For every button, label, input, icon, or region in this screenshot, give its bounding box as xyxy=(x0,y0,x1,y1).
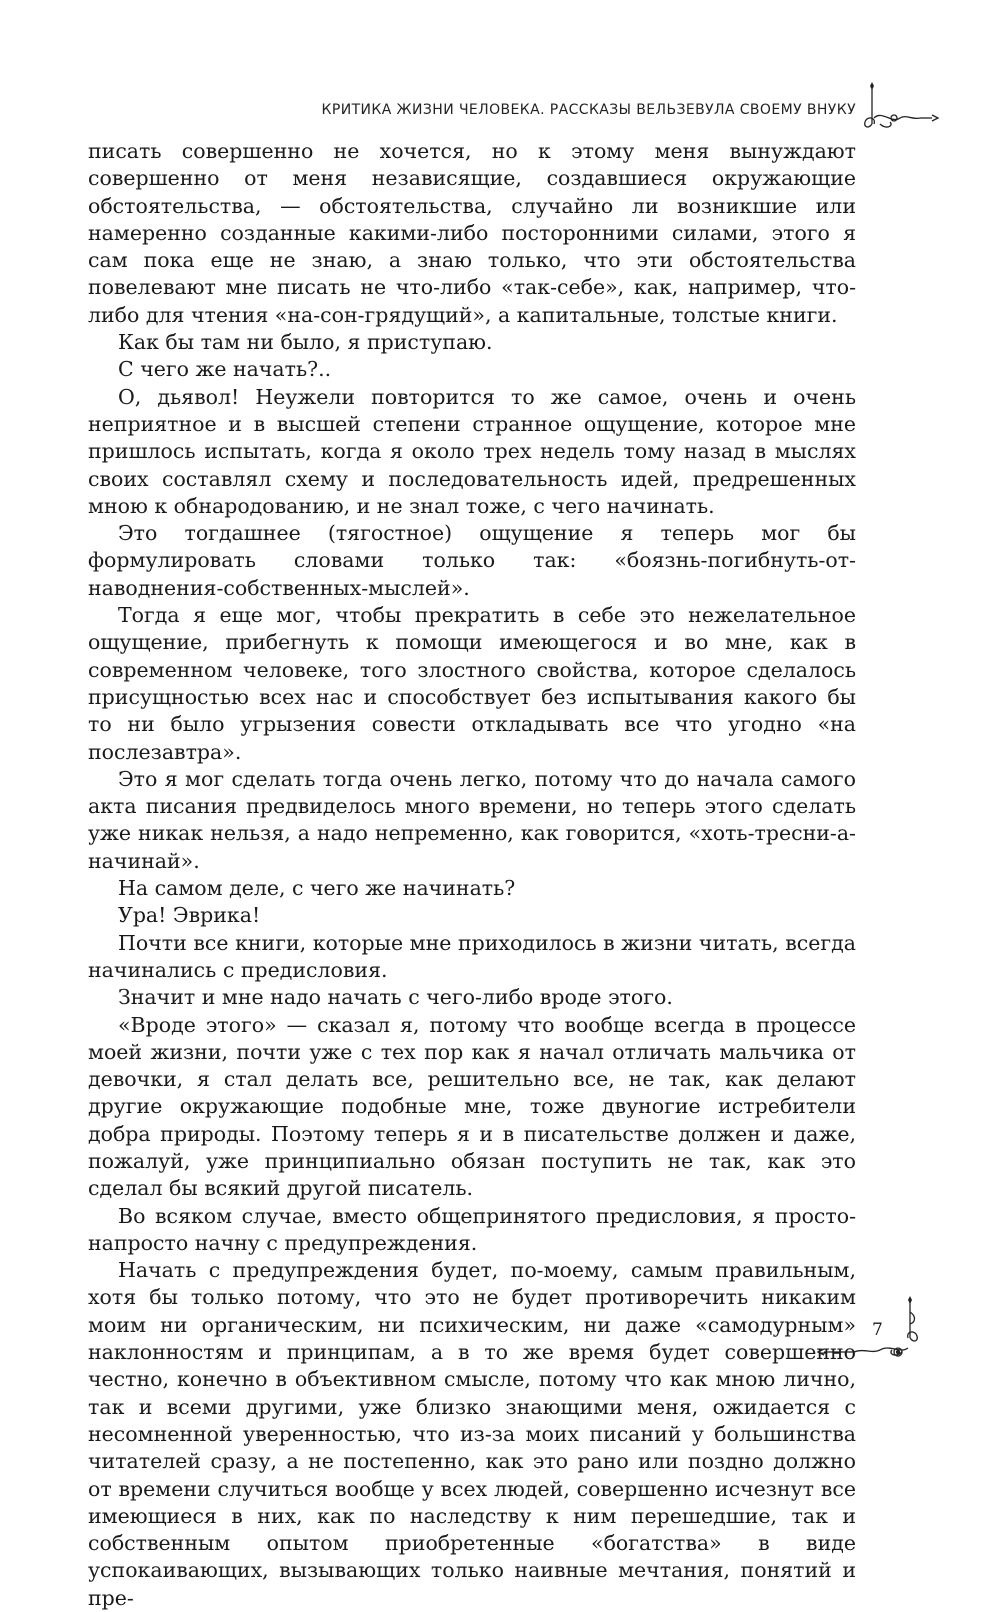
paragraph: Во всяком случае, вместо общепринятого предисловия, я просто-напросто начну с предупреждения. xyxy=(88,1203,856,1255)
paragraph: «Вроде этого» — сказал я, потому что вообще всегда в процессе моей жизни, почти уже с тех пор как я начал отличать мальчика от девочки, я стал делать все, решительно все, не так, как делают другие окружающие подобные мне, тоже двуногие истребители добра природы. Поэтому теперь я и в писательстве должен и даже, пожалуй, уже принципиально обязан поступить не так, как это сделал бы всякий другой писатель. xyxy=(88,1012,856,1201)
paragraph: Это я мог сделать тогда очень легко, потому что до начала самого акта писания предвиделось много времени, но теперь этого сделать уже никак нельзя, а надо непременно, как говорится, «хоть-тресни-а-начинай». xyxy=(88,766,856,873)
paragraph: Это тогдашнее (тягостное) ощущение я теперь мог бы формулировать словами только так: «боязнь-погибнуть-от-наводнения-собственных-мыслей». xyxy=(88,521,856,600)
scroll-ornament-top-icon xyxy=(860,80,940,140)
paragraph: Значит и мне надо начать с чего-либо вроде этого. xyxy=(118,985,673,1010)
scroll-ornament-bottom-icon xyxy=(810,1292,940,1372)
paragraph: Начать с предупреждения будет, по-моему, самым правильным, хотя бы только потому, что это не будет противоречить никаким моим ни органическим, ни психическим, ни даже «самодурным» наклонностям и принципам, а в то же время будет совершенно честно, конечно в объективном смысле, потому что как мною лично, так и всеми другими, уже близко знающими меня, ожидается с несомненной уверенностью, что из-за моих писаний у большинства читателей сразу, а не постепенно, как это рано или поздно должно от времени случиться вообще у всех людей, совершенно исчезнут все имеющиеся в них, как по наследству к ним перешедшие, так и собственным опытом приобретенные «богатства» в виде успокаивающих, вызывающих только наивные мечтания, понятий и пре- xyxy=(88,1258,856,1610)
paragraph: С чего же начать?.. xyxy=(118,357,332,382)
running-header: КРИТИКА ЖИЗНИ ЧЕЛОВЕКА. РАССКАЗЫ ВЕЛЬЗЕВУЛА СВОЕМУ ВНУКУ xyxy=(321,102,856,118)
paragraph: На самом деле, с чего же начинать? xyxy=(118,876,516,901)
paragraph: Тогда я еще мог, чтобы прекратить в себе это нежелательное ощущение, прибегнуть к помощи имеющегося и во мне, как в современном человеке, того злостного свойства, которое сделалось присущностью всех нас и способствует без испытывания какого бы то ни было угрызения совести откладывать все что угодно «на послезавтра». xyxy=(88,603,856,764)
page-number: 7 xyxy=(872,1320,883,1340)
paragraph: О, дьявол! Неужели повторится то же самое, очень и очень неприятное и в высшей степени странное ощущение, которое мне пришлось испытать, когда я около трех недель тому назад в мыслях своих составлял схему и последовательность идей, предрешенных мною к обнародованию, и не знал тоже, с чего начинать. xyxy=(88,384,856,518)
body-text xyxy=(88,138,856,1612)
paragraph: Как бы там ни было, я приступаю. xyxy=(118,330,493,355)
paragraph: Ура! Эврика! xyxy=(118,903,261,928)
paragraph: писать совершенно не хочется, но к этому меня вынуждают совершенно от меня независящие, создавшиеся окружающие обстоятельства, — обстоятельства, случайно ли возникшие или намеренно созданные какими-либо посторонними силами, этого я сам пока еще не знаю, а знаю только, что эти обстоятельства повелевают мне писать не что-либо «так-себе», как, например, что-либо для чтения «на-сон-грядущий», а капитальные, толстые книги. xyxy=(88,139,856,327)
paragraph: Почти все книги, которые мне приходилось в жизни читать, всегда начинались с предисловия. xyxy=(88,930,856,982)
